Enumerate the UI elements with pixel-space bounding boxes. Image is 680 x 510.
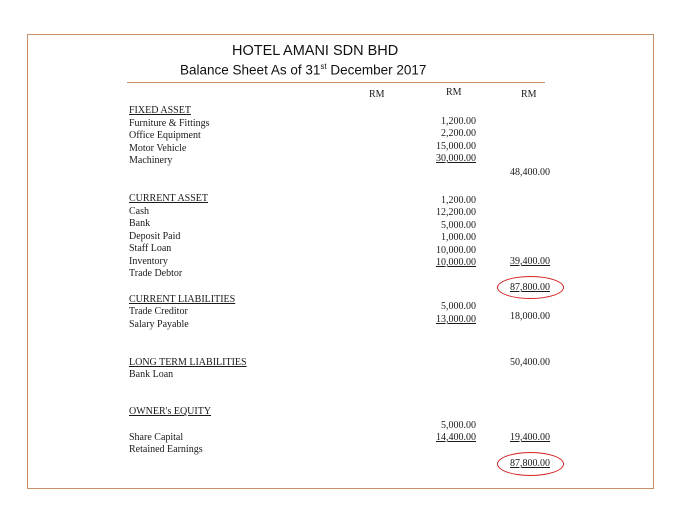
current-asset-item: Cash	[129, 206, 149, 217]
current-liabilities-heading: CURRENT LIABILITIES	[129, 294, 236, 305]
slide-frame	[27, 34, 654, 489]
fixed-asset-item: Office Equipment	[129, 130, 201, 141]
current-liabilities-total: 18,000.00	[510, 311, 550, 322]
current-asset-item: Trade Debtor	[129, 268, 183, 279]
current-liabilities-item: Salary Payable	[129, 319, 189, 330]
company-title: HOTEL AMANI SDN BHD	[232, 43, 399, 59]
long-term-liabilities-total: 50,400.00	[510, 357, 550, 368]
current-asset-item: Staff Loan	[129, 243, 172, 254]
current-liabilities-value: 5,000.00	[441, 301, 476, 312]
current-asset-item: Bank	[129, 218, 151, 229]
current-asset-heading: CURRENT ASSET	[129, 193, 208, 204]
total-assets-highlight	[497, 276, 564, 299]
fixed-asset-value: 2,200.00	[441, 128, 476, 139]
header-rule	[127, 82, 545, 83]
column-header-1: RM	[369, 89, 385, 100]
current-asset-item: Deposit Paid	[129, 231, 181, 242]
total-liabilities-equity: 87,800.00	[510, 458, 550, 469]
total-liabilities-equity-highlight	[497, 452, 564, 476]
long-term-liabilities-item: Bank Loan	[129, 369, 174, 380]
current-asset-value: 10,000.00	[436, 257, 476, 268]
column-header-3: RM	[521, 89, 537, 100]
owners-equity-value: 5,000.00	[441, 420, 476, 431]
current-asset-value: 5,000.00	[441, 220, 476, 231]
current-asset-total: 39,400.00	[510, 256, 550, 267]
owners-equity-item: Share Capital	[129, 432, 184, 443]
current-liabilities-value: 13,000.00	[436, 314, 476, 325]
fixed-asset-item: Machinery	[129, 155, 173, 166]
owners-equity-value: 14,400.00	[436, 432, 476, 443]
subtitle-prefix: Balance Sheet As of 31	[180, 62, 321, 78]
long-term-liabilities-heading: LONG TERM LIABILITIES	[129, 357, 247, 368]
total-assets: 87,800.00	[510, 282, 550, 293]
owners-equity-total: 19,400.00	[510, 432, 550, 443]
fixed-asset-value: 15,000.00	[436, 141, 476, 152]
current-asset-value: 1,200.00	[441, 195, 476, 206]
owners-equity-heading: OWNER's EQUITY	[129, 406, 212, 417]
fixed-asset-total: 48,400.00	[510, 167, 550, 178]
fixed-asset-value: 30,000.00	[436, 153, 476, 164]
fixed-asset-item: Furniture & Fittings	[129, 118, 210, 129]
subtitle-superscript: st	[320, 62, 327, 71]
current-asset-value: 10,000.00	[436, 245, 476, 256]
current-asset-value: 1,000.00	[441, 232, 476, 243]
sheet-subtitle	[180, 62, 426, 78]
column-header-2: RM	[446, 87, 462, 98]
fixed-asset-heading: FIXED ASSET	[129, 105, 191, 116]
subtitle-suffix: December 2017	[326, 62, 427, 78]
fixed-asset-value: 1,200.00	[441, 116, 476, 127]
current-asset-item: Inventory	[129, 256, 168, 267]
current-liabilities-item: Trade Creditor	[129, 306, 188, 317]
current-asset-value: 12,200.00	[436, 207, 476, 218]
owners-equity-item: Retained Earnings	[129, 444, 203, 455]
fixed-asset-item: Motor Vehicle	[129, 143, 187, 154]
